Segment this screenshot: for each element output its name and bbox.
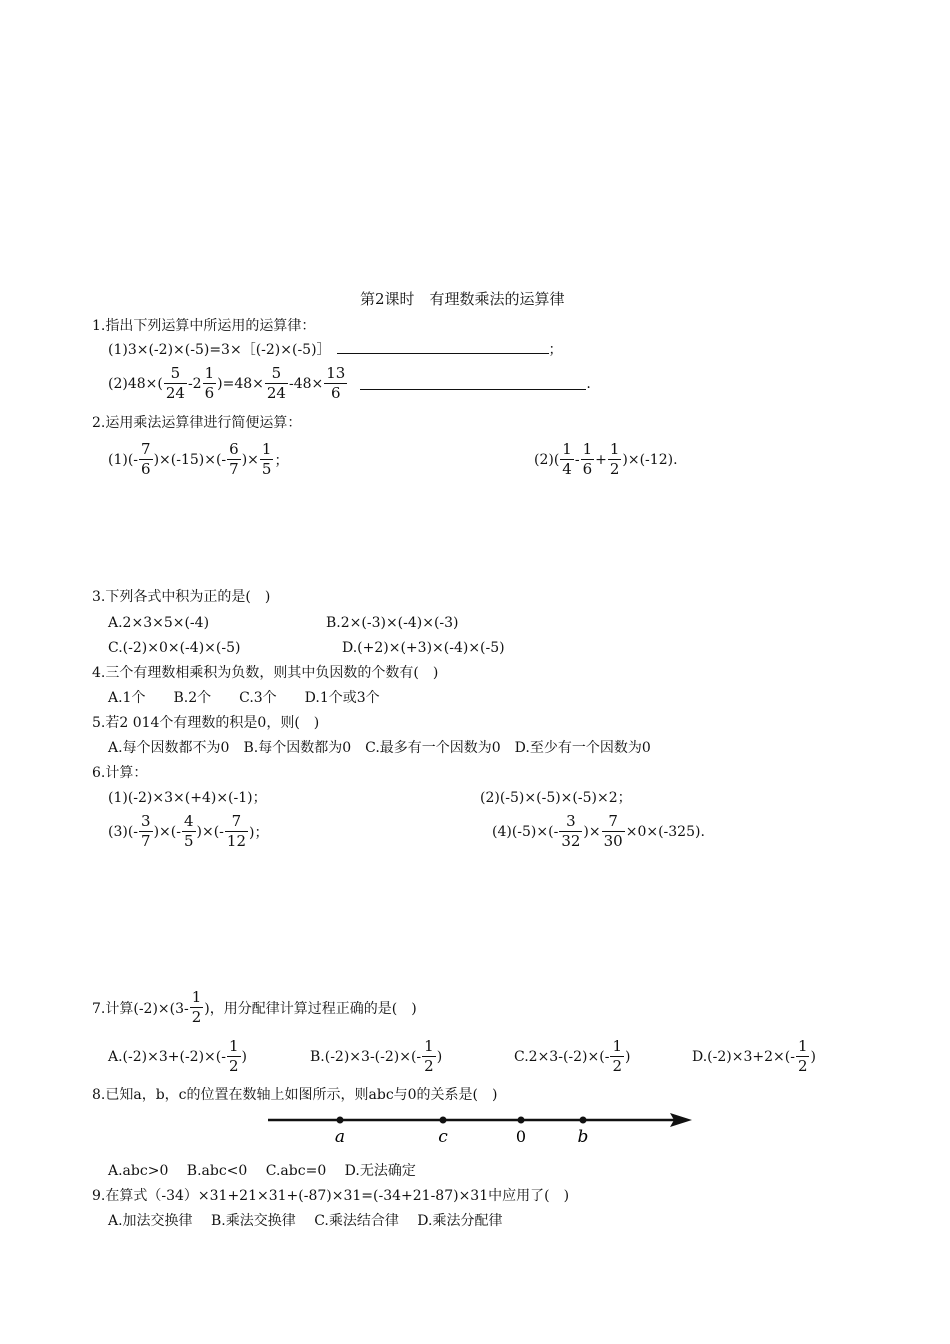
q5-options[interactable]: A.每个因数都不为0 B.每个因数都为0 C.最多有一个因数为0 D.至少有一个因数为0 — [108, 740, 651, 756]
number-line — [260, 1108, 700, 1152]
fraction: $\frac{1}{2}$ — [191, 988, 202, 1026]
q8-options[interactable]: A.abc>0 B.abc<0 C.abc=0 D.无法确定 — [108, 1163, 416, 1179]
label-a: a — [334, 1127, 346, 1147]
fraction: $\frac{7}{30}$ — [603, 812, 623, 850]
q7-stem: 7.计算(-2)×(3- $\frac{1}{2}$ )，用分配律计算过程正确的是( ) — [92, 988, 417, 1026]
q6-part2: (2)(-5)×(-5)×(-5)×2； — [480, 790, 632, 806]
q2-part2: (2)( $\frac{1}{4}$ - $\frac{1}{6}$ + $\frac{1}{2}$ )×(-12). — [534, 440, 678, 478]
q3-option-c[interactable]: C.(-2)×0×(-4)×(-5) — [108, 640, 241, 656]
fraction: $\frac{1}{6}$ — [582, 440, 593, 478]
q3-stem: 3.下列各式中积为正的是( ) — [92, 589, 271, 605]
q6-part4: (4)(-5)×(- $\frac{3}{32}$ )× $\frac{7}{30}$ ×0×(-325). — [492, 812, 705, 850]
q8-stem: 8.已知a，b，c的位置在数轴上如图所示，则abc与0的关系是( ) — [92, 1087, 498, 1103]
page-title: 第2课时 有理数乘法的运算律 — [360, 290, 565, 308]
q4-options[interactable]: A.1个 B.2个 C.3个 D.1个或3个 — [108, 690, 380, 706]
answer-blank[interactable] — [337, 341, 549, 354]
point-b — [580, 1117, 587, 1124]
q7-option-b[interactable]: B.(-2)×3-(-2)×(- $\frac{1}{2}$ ) — [310, 1037, 443, 1075]
fraction: $\frac{1}{2}$ — [609, 440, 620, 478]
q6-part3: (3)(- $\frac{3}{7}$ )×(- $\frac{4}{5}$ )×(- $\frac{7}{12}$ )； — [108, 812, 269, 850]
q6-part1: (1)(-2)×3×(+4)×(-1)； — [108, 790, 267, 806]
q3-option-d[interactable]: D.(+2)×(+3)×(-4)×(-5) — [342, 640, 505, 656]
answer-blank[interactable] — [360, 377, 586, 390]
q1-part1: (1)3×(-2)×(-5)=3×［(-2)×(-5)］ ； — [108, 342, 563, 358]
q1-stem: 1.指出下列运算中所运用的运算律： — [92, 318, 316, 334]
q1-part2: (2)48×( $\frac{5}{24}$ -2 $\frac{1}{6}$ )=48× $\frac{5}{24}$ -48× $\frac{13}{6}$ . — [108, 364, 591, 402]
q5-stem: 5.若2 014个有理数的积是0，则( ) — [92, 715, 320, 731]
fraction: $\frac{1}{2}$ — [797, 1037, 808, 1075]
label-b: b — [577, 1127, 589, 1147]
q6-stem: 6.计算： — [92, 765, 148, 781]
q2-stem: 2.运用乘法运算律进行简便运算： — [92, 415, 302, 431]
point-a — [337, 1117, 344, 1124]
fraction: $\frac{3}{32}$ — [561, 812, 581, 850]
label-c: c — [438, 1127, 448, 1147]
q2-part1: (1)(- $\frac{7}{6}$ )×(-15)×(- $\frac{6}{7}$ )× $\frac{1}{5}$ ； — [108, 440, 289, 478]
q4-stem: 4.三个有理数相乘积为负数，则其中负因数的个数有( ) — [92, 665, 439, 681]
fraction: $\frac{5}{24}$ — [165, 364, 185, 402]
fraction: $\frac{6}{7}$ — [229, 440, 239, 478]
fraction: $\frac{7}{12}$ — [226, 812, 246, 850]
q7-option-d[interactable]: D.(-2)×3+2×(- $\frac{1}{2}$ ) — [692, 1037, 816, 1075]
fraction: $\frac{3}{7}$ — [141, 812, 151, 850]
fraction: $\frac{1}{2}$ — [612, 1037, 622, 1075]
q7-option-a[interactable]: A.(-2)×3+(-2)×(- $\frac{1}{2}$ ) — [108, 1037, 247, 1075]
q7-option-c[interactable]: C.2×3-(-2)×(- $\frac{1}{2}$ ) — [514, 1037, 631, 1075]
label-zero: 0 — [515, 1127, 527, 1146]
fraction: $\frac{1}{6}$ — [204, 364, 215, 402]
q9-options[interactable]: A.加法交换律 B.乘法交换律 C.乘法结合律 D.乘法分配律 — [108, 1213, 503, 1229]
fraction: $\frac{5}{24}$ — [266, 364, 286, 402]
q3-option-b[interactable]: B.2×(-3)×(-4)×(-3) — [326, 615, 459, 631]
fraction: $\frac{4}{5}$ — [183, 812, 194, 850]
point-c — [440, 1117, 447, 1124]
fraction: $\frac{7}{6}$ — [141, 440, 151, 478]
fraction: $\frac{1}{2}$ — [424, 1037, 434, 1075]
fraction: $\frac{1}{2}$ — [228, 1037, 239, 1075]
fraction: $\frac{1}{5}$ — [261, 440, 272, 478]
point-zero — [518, 1117, 525, 1124]
q3-option-a[interactable]: A.2×3×5×(-4) — [108, 615, 210, 631]
q9-stem: 9.在算式（-34）×31+21×31+(-87)×31=(-34+21-87)×31中应用了( ) — [92, 1188, 570, 1204]
fraction: $\frac{1}{4}$ — [562, 440, 572, 478]
fraction: $\frac{13}{6}$ — [326, 364, 346, 402]
